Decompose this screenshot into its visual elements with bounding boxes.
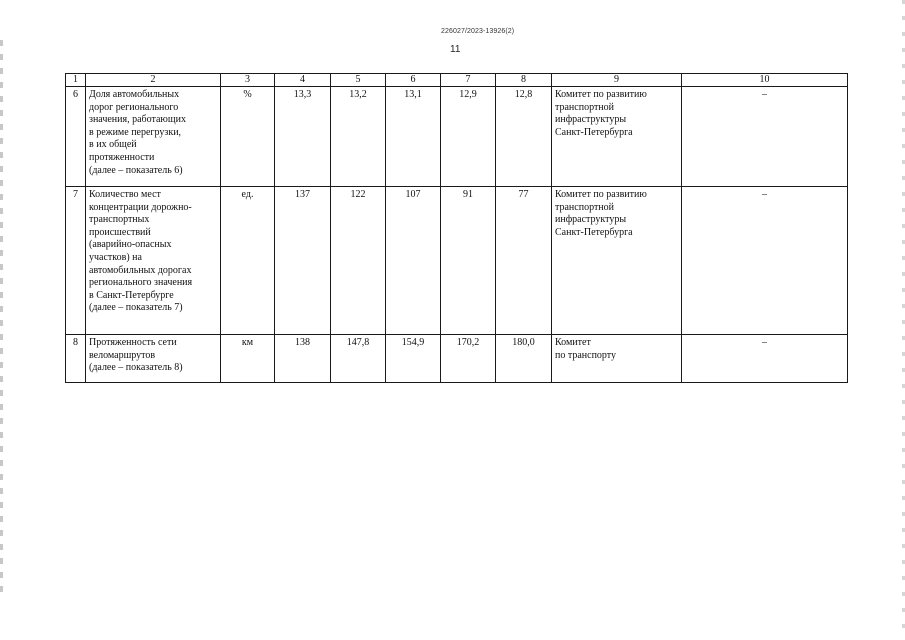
column-header: 1 xyxy=(66,74,86,87)
column-header: 3 xyxy=(221,74,275,87)
value-cell: 91 xyxy=(441,187,496,335)
column-header: 2 xyxy=(86,74,221,87)
note-cell: – xyxy=(682,335,848,383)
indicator-name-line: (аварийно-опасных xyxy=(89,239,172,251)
indicator-name-line: в Санкт-Петербурге xyxy=(89,289,174,301)
indicator-name-line: автомобильных дорогах xyxy=(89,264,192,276)
value-cell: 13,2 xyxy=(331,87,386,187)
column-header: 4 xyxy=(275,74,331,87)
value-cell: 137 xyxy=(275,187,331,335)
note-cell: – xyxy=(682,187,848,335)
indicator-name-line: в режиме перегрузки, xyxy=(89,126,182,138)
unit-cell: км xyxy=(221,335,275,383)
indicator-name-line: участков) на xyxy=(89,251,142,263)
indicator-name-line: (далее – показатель 8) xyxy=(89,362,183,374)
column-header: 6 xyxy=(386,74,441,87)
scan-edge-left xyxy=(0,40,3,600)
value-cell: 138 xyxy=(275,335,331,383)
responsible-line: Комитет xyxy=(555,337,591,348)
indicator-name xyxy=(86,335,221,383)
responsible-line: транспортной xyxy=(555,101,615,113)
column-header: 8 xyxy=(496,74,552,87)
indicator-name-line: концентрации дорожно- xyxy=(89,201,192,213)
value-cell: 154,9 xyxy=(386,335,441,383)
value-cell: 12,9 xyxy=(441,87,496,187)
responsible-line: по транспорту xyxy=(555,349,617,361)
column-header: 7 xyxy=(441,74,496,87)
responsible-cell xyxy=(552,335,682,383)
column-header: 9 xyxy=(552,74,682,87)
indicator-name-line: Протяженность сети xyxy=(89,337,177,348)
unit-cell: ед. xyxy=(221,187,275,335)
responsible-line: инфраструктуры xyxy=(555,214,627,226)
table-row xyxy=(66,87,848,187)
page-number: 11 xyxy=(450,44,461,55)
indicator-name-line: веломаршрутов xyxy=(89,349,156,361)
responsible-cell xyxy=(552,187,682,335)
indicator-name xyxy=(86,187,221,335)
value-cell: 180,0 xyxy=(496,335,552,383)
indicator-name-line: Количество мест xyxy=(89,189,161,200)
column-number-row xyxy=(66,74,848,87)
indicator-name-line: протяженности xyxy=(89,151,155,163)
value-cell: 12,8 xyxy=(496,87,552,187)
responsible-line: Комитет по развитию xyxy=(555,89,647,100)
table-row xyxy=(66,335,848,383)
note-cell: – xyxy=(682,87,848,187)
row-number: 7 xyxy=(66,187,86,335)
unit-cell: % xyxy=(221,87,275,187)
value-cell: 170,2 xyxy=(441,335,496,383)
row-number: 8 xyxy=(66,335,86,383)
indicator-name-line: транспортных xyxy=(89,214,150,226)
indicators-table xyxy=(65,73,848,383)
indicator-name-line: (далее – показатель 7) xyxy=(89,302,183,314)
row-number: 6 xyxy=(66,87,86,187)
value-cell: 77 xyxy=(496,187,552,335)
indicator-name-line: (далее – показатель 6) xyxy=(89,164,183,176)
indicator-name xyxy=(86,87,221,187)
responsible-line: Санкт-Петербурга xyxy=(555,126,633,138)
responsible-line: Санкт-Петербурга xyxy=(555,226,633,238)
responsible-line: транспортной xyxy=(555,201,615,213)
value-cell: 122 xyxy=(331,187,386,335)
indicator-name-line: в их общей xyxy=(89,139,137,151)
value-cell: 13,3 xyxy=(275,87,331,187)
indicator-name-line: дорог регионального xyxy=(89,101,179,113)
column-header: 10 xyxy=(682,74,848,87)
indicator-name-line: значения, работающих xyxy=(89,114,186,126)
value-cell: 13,1 xyxy=(386,87,441,187)
value-cell: 107 xyxy=(386,187,441,335)
responsible-cell xyxy=(552,87,682,187)
table-row xyxy=(66,187,848,335)
indicator-name-line: регионального значения xyxy=(89,277,193,289)
responsible-line: инфраструктуры xyxy=(555,114,627,126)
value-cell: 147,8 xyxy=(331,335,386,383)
indicator-name-line: Доля автомобильных xyxy=(89,89,180,100)
responsible-line: Комитет по развитию xyxy=(555,189,647,200)
indicator-name-line: происшествий xyxy=(89,226,151,238)
column-header: 5 xyxy=(331,74,386,87)
document-number: 226027/2023-13926(2) xyxy=(441,28,515,35)
